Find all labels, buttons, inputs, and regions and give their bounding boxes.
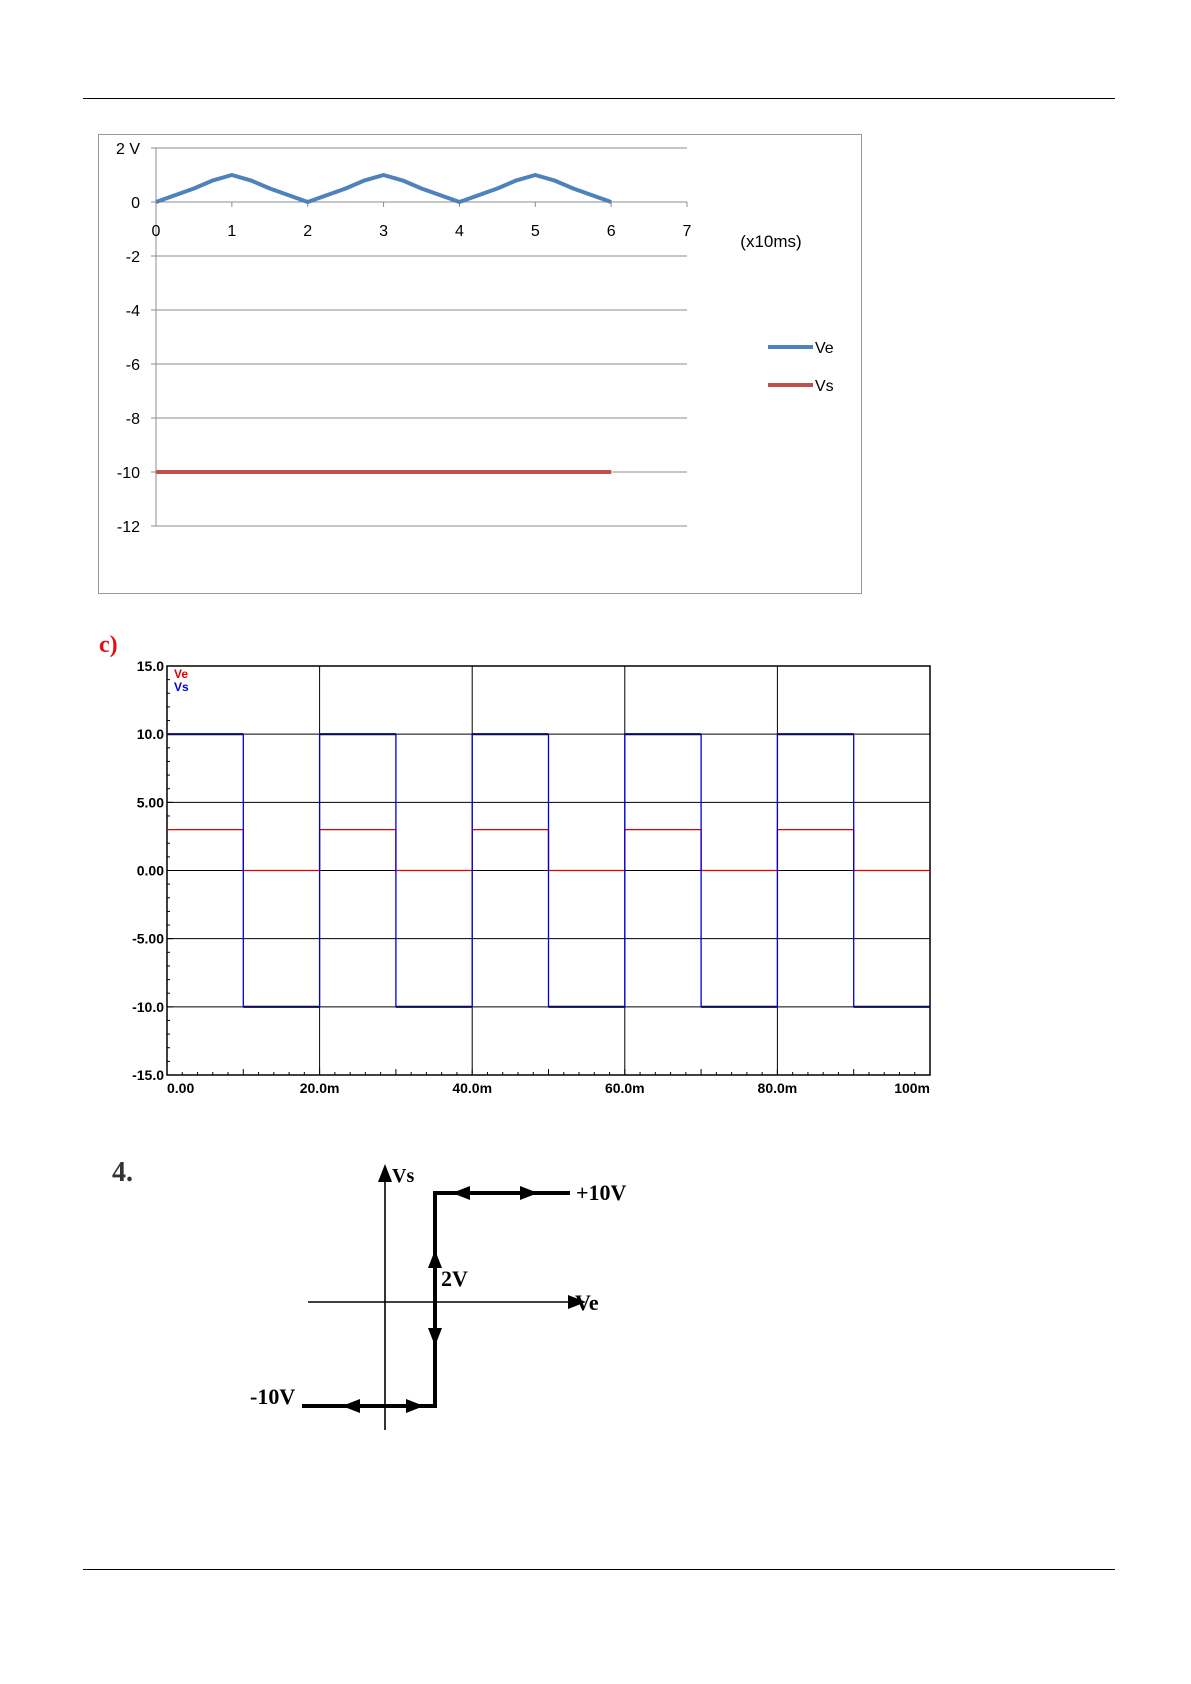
y-tick-label: 15.0 xyxy=(136,658,164,674)
x-tick-label: 5 xyxy=(530,223,540,240)
x-tick-label: 80.0m xyxy=(757,1080,798,1096)
section-c-label: c) xyxy=(99,632,118,658)
low-level-label: -10V xyxy=(250,1384,296,1409)
x-tick-label: 7 xyxy=(682,223,692,240)
x-tick-label: 4 xyxy=(454,223,464,240)
legend-label-vs: Vs xyxy=(815,378,834,395)
y-tick-label: -15.0 xyxy=(132,1067,164,1083)
x-tick-label: 1 xyxy=(227,223,237,240)
ve-axis-label: Ve xyxy=(575,1290,599,1315)
y-tick-label: -10 xyxy=(116,465,140,482)
y-tick-label: -2 xyxy=(125,249,140,266)
x-tick-label: 60.0m xyxy=(604,1080,645,1096)
legend-label-vs: Vs xyxy=(174,680,189,694)
y-tick-label: -12 xyxy=(116,519,140,536)
transfer-characteristic-diagram xyxy=(240,1160,680,1440)
x-tick-label: 0 xyxy=(151,223,161,240)
x-tick-label: 40.0m xyxy=(452,1080,493,1096)
high-level-label: +10V xyxy=(576,1180,627,1205)
y-tick-label: -4 xyxy=(125,303,140,320)
x-unit-label: (x10ms) xyxy=(740,232,802,251)
y-tick-label: 0.00 xyxy=(136,862,164,879)
legend-label-ve: Ve xyxy=(174,667,189,681)
y-tick-label: 2 V xyxy=(115,141,140,158)
x-tick-label: 6 xyxy=(606,223,616,240)
hysteresis-curve xyxy=(302,1193,570,1406)
arrow-bottom-right-icon xyxy=(406,1399,424,1413)
y-tick-label: 0 xyxy=(131,195,140,212)
arrow-bottom-left-icon xyxy=(342,1399,360,1413)
chart1-frame xyxy=(98,134,862,594)
ve-vs-chart xyxy=(99,135,861,593)
threshold-label: 2V xyxy=(441,1266,468,1291)
x-tick-label: 2 xyxy=(303,223,313,240)
vs-axis-label: Vs xyxy=(392,1165,415,1187)
footer-rule xyxy=(83,1569,1115,1570)
y-tick-label: 5.00 xyxy=(136,794,164,811)
x-tick-label: 100m xyxy=(894,1080,930,1096)
x-tick-label: 3 xyxy=(379,223,389,240)
header-rule xyxy=(83,98,1115,99)
y-tick-label: -6 xyxy=(125,357,140,374)
y-tick-label: -10.0 xyxy=(132,998,164,1015)
y-tick-label: -5.00 xyxy=(132,930,164,947)
x-tick-label: 0.00 xyxy=(167,1080,195,1096)
section-4-label: 4. xyxy=(112,1157,133,1188)
y-tick-label: 10.0 xyxy=(136,726,164,743)
x-tick-label: 20.0m xyxy=(299,1080,340,1096)
y-tick-label: -8 xyxy=(125,411,140,428)
series-line-ve xyxy=(156,175,611,202)
arrow-up-icon xyxy=(428,1250,442,1268)
arrow-top-left-icon xyxy=(452,1186,470,1200)
arrow-top-right-icon xyxy=(520,1186,538,1200)
legend-label-ve: Ve xyxy=(815,340,834,357)
vs-axis-arrowhead xyxy=(378,1164,392,1182)
square-wave-chart xyxy=(95,655,940,1100)
arrow-down-icon xyxy=(428,1328,442,1346)
